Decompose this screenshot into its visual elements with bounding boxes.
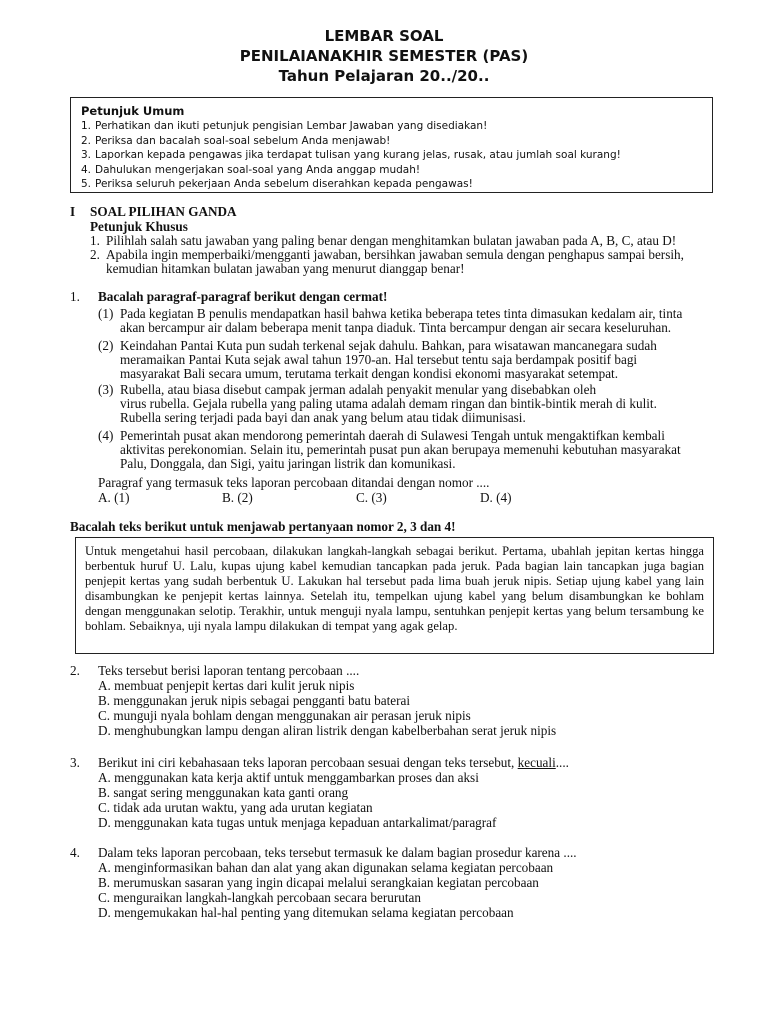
paragraph-number: (3): [98, 382, 114, 397]
document-header: [0, 26, 768, 86]
paragraph-line: akan bercampur air dalam beberapa menit tanpa diaduk. Tinta bercampur dengan air secara keseluruhan.: [120, 320, 672, 335]
header-title: LEMBAR SOAL: [324, 27, 444, 45]
answer-option: A. membuat penjepit kertas dari kulit jeruk nipis: [98, 678, 355, 693]
answer-option: D. (4): [480, 490, 512, 505]
paragraph-number: (2): [98, 338, 114, 353]
paragraph-line: Pada kegiatan B penulis mendapatkan hasil bahwa ketika beberapa tetes tinta dimasukan kedalam air, tinta: [120, 306, 683, 321]
paragraph-line: virus rubella. Gejala rubella yang paling utama adalah demam ringan dan bintik-bintik merah di kulit.: [120, 396, 657, 411]
paragraph-line: aktivitas perekonomian. Selain itu, pemerintah pusat pun akan berupaya memenuhi kebutuhan masyarakat: [120, 442, 681, 457]
question-stem: Dalam teks laporan percobaan, teks tersebut termasuk ke dalam bagian prosedur karena ....: [98, 845, 577, 860]
reading-text-box: [75, 537, 714, 654]
general-instructions-box: [70, 97, 713, 193]
general-instruction-item: 3. Laporkan kepada pengawas jika terdapat tulisan yang kurang jelas, rusak, atau jumlah soal kurang!: [81, 149, 621, 161]
header-subtitle: PENILAIANAKHIR SEMESTER (PAS): [239, 47, 529, 65]
header-year: Tahun Pelajaran 20../20..: [278, 67, 490, 85]
paragraph-line: Keindahan Pantai Kuta pun sudah terkenal sejak dahulu. Bahkan, para wisatawan mancanegara sudah: [120, 338, 657, 353]
answer-option: C. tidak ada urutan waktu, yang ada urutan kegiatan: [98, 800, 373, 815]
general-instruction-item: 5. Periksa seluruh pekerjaan Anda sebelum diserahkan kepada pengawas!: [81, 178, 473, 190]
general-instruction-item: 4. Dahulukan mengerjakan soal-soal yang Anda anggap mudah!: [81, 163, 421, 176]
paragraph-number: (1): [98, 306, 114, 321]
answer-option: B. (2): [222, 490, 253, 505]
question-prompt: Paragraf yang termasuk teks laporan percobaan ditandai dengan nomor ....: [98, 475, 490, 490]
paragraph-line: Rubella, atau biasa disebut campak jerman adalah penyakit menular yang disebabkan oleh: [120, 382, 597, 397]
question-number: 4.: [70, 845, 80, 860]
specific-instruction-line: Apabila ingin memperbaiki/mengganti jawaban, bersihkan jawaban semula dengan penghapus sampai bersih,: [106, 247, 684, 262]
question-stem: Bacalah paragraf-paragraf berikut dengan cermat!: [98, 289, 388, 304]
answer-option: D. menggunakan kata tugas untuk menjaga kepaduan antarkalimat/paragraf: [98, 815, 497, 830]
general-instructions-title: Petunjuk Umum: [81, 104, 185, 118]
answer-option: C. menguraikan langkah-langkah percobaan secara berurutan: [98, 890, 421, 905]
question-number: 1.: [70, 289, 80, 304]
specific-instruction-number: 1.: [90, 233, 100, 248]
specific-instructions-title: Petunjuk Khusus: [90, 219, 188, 234]
reading-intro: Bacalah teks berikut untuk menjawab pertanyaan nomor 2, 3 dan 4!: [70, 519, 456, 534]
answer-option: C. munguji nyala bohlam dengan menggunakan air perasan jeruk nipis: [98, 708, 471, 723]
paragraph-line: Palu, Donggala, dan Sigi, yaitu jaringan listrik dan komunikasi.: [120, 456, 456, 471]
section-title: SOAL PILIHAN GANDA: [90, 204, 237, 219]
question-number: 2.: [70, 663, 80, 678]
answer-option: A. menginformasikan bahan dan alat yang akan digunakan selama kegiatan percobaan: [98, 860, 554, 875]
paragraph-line: Rubella sering terjadi pada bayi dan anak yang belum atau tidak diimunisasi.: [120, 410, 526, 425]
answer-option: C. (3): [356, 490, 387, 505]
answer-option: B. sangat sering menggunakan kata ganti orang: [98, 785, 349, 800]
specific-instruction-line: Pilihlah salah satu jawaban yang paling benar dengan menghitamkan bulatan jawaban pada A, B, C, atau D!: [106, 233, 677, 248]
specific-instruction-number: 2.: [90, 247, 100, 262]
section-number: I: [70, 204, 76, 219]
paragraph-line: Pemerintah pusat akan mendorong pemerintah daerah di Sulawesi Tengah untuk mengaktifkan kembali: [120, 428, 665, 443]
question-stem: Berikut ini ciri kebahasaan teks laporan percobaan sesuai dengan teks tersebut, kecuali....: [98, 755, 569, 770]
answer-option: B. menggunakan jeruk nipis sebagai pengganti batu baterai: [98, 693, 411, 708]
answer-option: B. merumuskan sasaran yang ingin dicapai melalui serangkaian kegiatan percobaan: [98, 875, 539, 890]
paragraph-line: masyarakat Bali secara umum, terutama terkait dengan kondisi ekonomi masyarakat setempat.: [120, 366, 619, 381]
answer-option: A. (1): [98, 490, 130, 505]
specific-instruction-line: kemudian hitamkan bulatan jawaban yang menurut dianggap benar!: [106, 261, 465, 276]
general-instruction-item: 1. Perhatikan dan ikuti petunjuk pengisian Lembar Jawaban yang disediakan!: [81, 120, 488, 132]
reading-text: Untuk mengetahui hasil percobaan, dilakukan langkah-langkah sebagai berikut. Pertama, ubahlah jepitan kertas hingga berbentuk huruf U. Lalu, kupas ujung kabel kemudian tancapkan pada jeruk. Pada bagian lain tancapkan juga bagian penjepit kertas yang sudah berbentuk U. Lakukan hal tersebut pada lima buah jeruk nipis. Setiap ujung kabel yang lain disambungkan ke penjepit kertas lainnya. Setelah itu, tempelkan ujung kabel yang belum disambungkan ke bohlam dengan menggunakan selotip. Terakhir, untuk menguji nyala lampu, sentuhkan penjepit kertas yang belum tersambung ke bohlam. Sebaiknya, uji nyala lampu dilakukan di tempat yang agak gelap.: [85, 544, 704, 633]
general-instruction-item: 2. Periksa dan bacalah soal-soal sebelum Anda menjawab!: [81, 134, 391, 147]
emphasis-exception: kecuali: [517, 755, 556, 770]
question-stem: Teks tersebut berisi laporan tentang percobaan ....: [98, 663, 360, 678]
answer-option: D. mengemukakan hal-hal penting yang ditemukan selama kegiatan percobaan: [98, 905, 514, 920]
paragraph-line: meramaikan Pantai Kuta sejak awal tahun 1970-an. Hal tersebut tentu saja berdampak positif bagi: [120, 352, 638, 367]
answer-option: A. menggunakan kata kerja aktif untuk menggambarkan proses dan aksi: [98, 770, 479, 785]
paragraph-number: (4): [98, 428, 114, 443]
answer-option: D. menghubungkan lampu dengan aliran listrik dengan kabelberbahan serat jeruk nipis: [98, 723, 557, 738]
question-number: 3.: [70, 755, 80, 770]
